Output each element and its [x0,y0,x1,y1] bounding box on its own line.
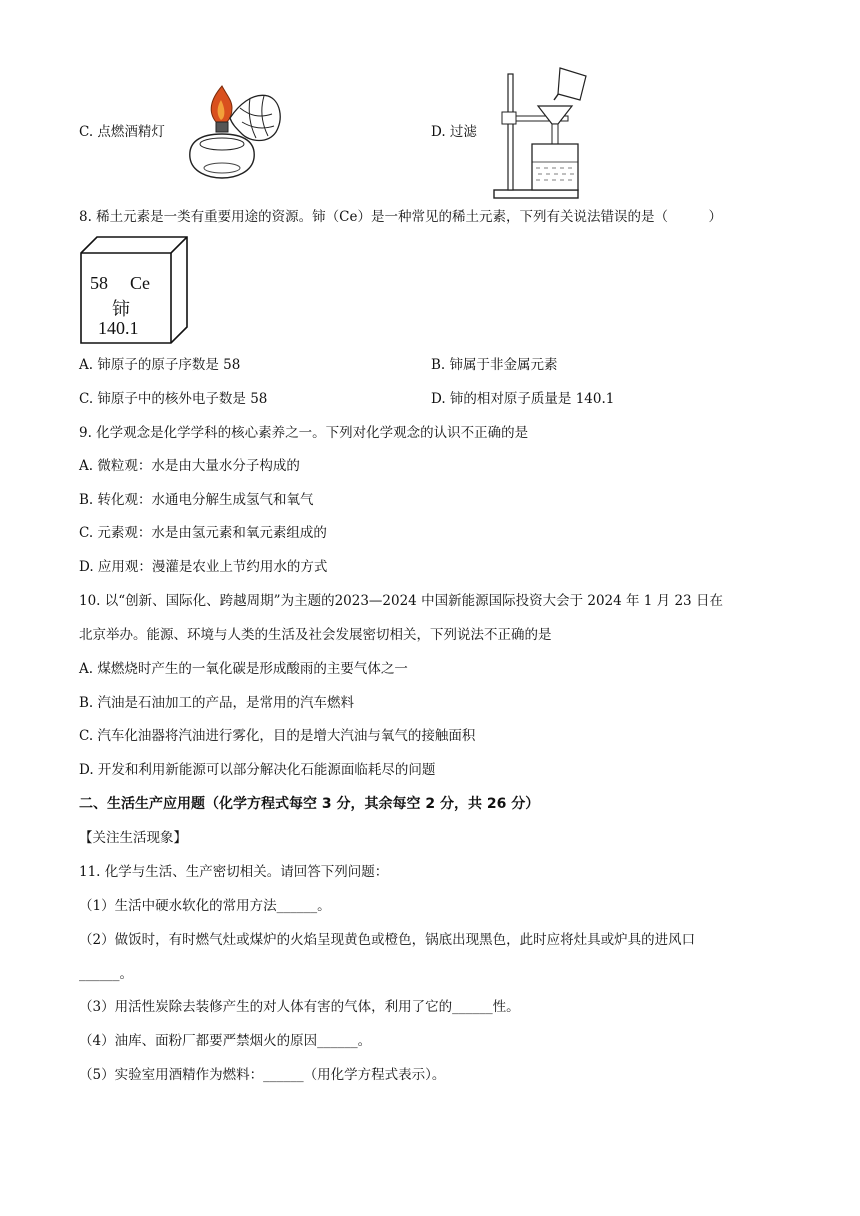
q11-part-5: （5）实验室用酒精作为燃料：______（用化学方程式表示）。 [79,1067,446,1083]
q9-option-b: B. 转化观：水通电分解生成氢气和氧气 [79,492,314,508]
q8-option-c: C. 铈原子中的核外电子数是 58 [79,391,268,407]
element-atomic-number: 58 [90,273,108,293]
q9-option-a: A. 微粒观：水是由大量水分子构成的 [79,458,300,474]
q10-stem-line1: 10. 以“创新、国际化、跨越周期”为主题的2023—2024 中国新能源国际投资大会于 2024 年 1 月 23 日在 [79,593,723,609]
q11-part-4: （4）油库、面粉厂都要严禁烟火的原因______。 [79,1033,372,1049]
section-subheading: 【关注生活现象】 [79,830,187,846]
q9-option-c: C. 元素观：水是由氢元素和氧元素组成的 [79,525,327,541]
element-name: 铈 [112,299,130,319]
q10-option-a: A. 煤燃烧时产生的一氧化碳是形成酸雨的主要气体之一 [79,661,408,677]
q9-option-d: D. 应用观：漫灌是农业上节约用水的方式 [79,559,328,575]
q11-part-2-line1: （2）做饭时，有时燃气灶或煤炉的火焰呈现黄色或橙色，锅底出现黑色，此时应将灶具或炉具的进风口 [79,932,696,948]
lighting-alcohol-lamp-illustration [180,78,285,186]
q11-part-3: （3）用活性炭除去装修产生的对人体有害的气体，利用了它的______性。 [79,999,520,1015]
q10-stem-line2: 北京举办。能源、环境与人类的生活及社会发展密切相关，下列说法不正确的是 [79,627,552,643]
q9-stem: 9. 化学观念是化学学科的核心素养之一。下列对化学观念的认识不正确的是 [79,425,529,441]
section-heading: 二、生活生产应用题（化学方程式每空 3 分，其余每空 2 分，共 26 分） [79,796,540,812]
element-symbol: Ce [130,273,150,293]
q10-option-b: B. 汽油是石油加工的产品，是常用的汽车燃料 [79,695,355,711]
q8-option-a: A. 铈原子的原子序数是 58 [79,357,241,373]
element-tile-cerium [80,236,188,344]
q8-option-b: B. 铈属于非金属元素 [431,357,558,373]
q7-option-d: D. 过滤 [431,124,477,140]
q8-option-d: D. 铈的相对原子质量是 140.1 [431,391,615,407]
q10-option-c: C. 汽车化油器将汽油进行雾化，目的是增大汽油与氧气的接触面积 [79,728,476,744]
q11-part-1: （1）生活中硬水软化的常用方法______。 [79,898,331,914]
q8-stem: 8. 稀土元素是一类有重要用途的资源。铈（Ce）是一种常见的稀土元素，下列有关说法错误的是（ ） [79,209,722,225]
filtration-apparatus-illustration [488,66,596,202]
q11-part-2-line2: ______。 [79,966,133,982]
q11-stem: 11. 化学与生活、生产密切相关。请回答下列问题： [79,864,389,880]
element-atomic-mass: 140.1 [98,318,139,338]
q10-option-d: D. 开发和利用新能源可以部分解决化石能源面临耗尽的问题 [79,762,436,778]
q7-option-c: C. 点燃酒精灯 [79,124,165,140]
